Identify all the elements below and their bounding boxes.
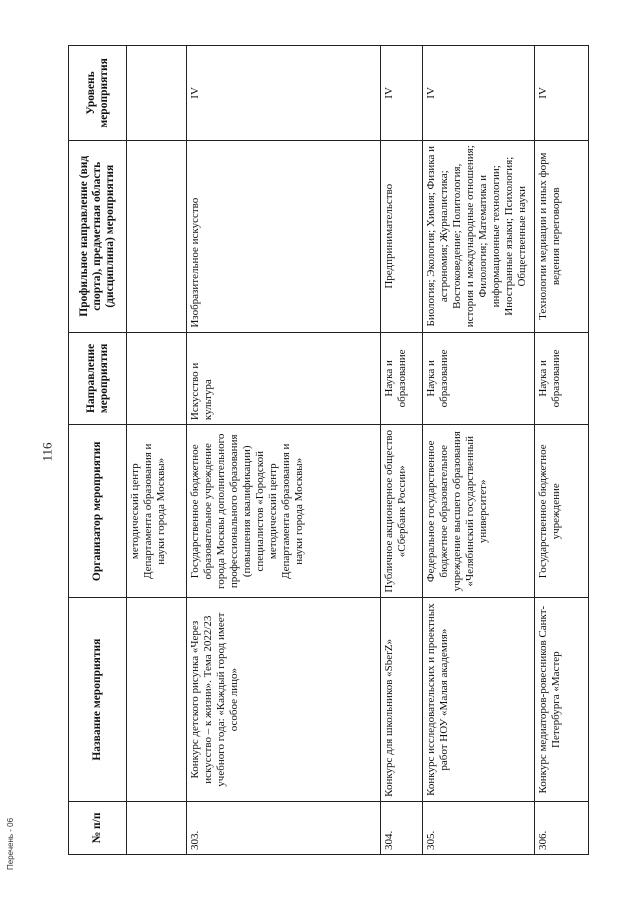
cell-organizer: методический центр Департамента образования и науки города Москвы» — [127, 425, 187, 598]
header-name: Название мероприятия — [69, 598, 127, 801]
cell-name: Конкурс медиаторов-ровесников Санкт-Петербурга «Мастер — [535, 598, 589, 801]
cell-direction: Искусство и культура — [187, 332, 381, 424]
header-organizer: Организатор мероприятия — [69, 425, 127, 598]
table-row — [381, 46, 423, 855]
rotated-table-container — [68, 45, 588, 855]
cell-direction: Наука и образование — [381, 332, 423, 424]
cell-organizer: Государственное бюджетное образовательное учреждение города Москвы дополнительного профессионального образования (повышения квалификации) специалистов «Городской методический центр Департамента образования и науки города Москвы» — [187, 425, 381, 598]
header-num: № п/п — [69, 801, 127, 854]
cell-name: Конкурс детского рисунка «Через искусство – к жизни». Тема 2022/23 учебного года: «Каждый город имеет особое лицо» — [187, 598, 381, 801]
cell-profile: Биология; Экология; Химия; Физика и астрономия; Журналистика; Востоковедение; Политология, история и международные отношения; Филология; Математика и информационные технологии; Иностранные языки; Психология; Общественные науки — [423, 140, 535, 332]
cell-level: IV — [423, 46, 535, 141]
cell-organizer: Федеральное государственное бюджетное образовательное учреждение высшего образования «Челябинский государственный университет» — [423, 425, 535, 598]
page-number: 116 — [39, 442, 55, 462]
header-profile: Профильное направление (вид спорта), предметная область (дисциплина) мероприятия — [69, 140, 127, 332]
table-row — [423, 46, 535, 855]
cell-organizer: Публичное акционерное общество «Сбербанк России» — [381, 425, 423, 598]
table-header-row — [69, 46, 127, 855]
cell-level: IV — [381, 46, 423, 141]
table-row — [187, 46, 381, 855]
table-row — [535, 46, 589, 855]
footer-label: Перечень - 06 — [6, 817, 15, 870]
cell-num: 306. — [535, 801, 589, 854]
cell-profile: Предпринимательство — [381, 140, 423, 332]
header-direction: Направление мероприятия — [69, 332, 127, 424]
cell-num: 303. — [187, 801, 381, 854]
cell-organizer: Государственное бюджетное учреждение — [535, 425, 589, 598]
cell-level: IV — [187, 46, 381, 141]
cell-name: Конкурс исследовательских и проектных работ НОУ «Малая академия» — [423, 598, 535, 801]
cell-num: 304. — [381, 801, 423, 854]
cell-profile: Изобразительное искусство — [187, 140, 381, 332]
cell-level: IV — [535, 46, 589, 141]
table-row-continuation — [127, 46, 187, 855]
cell-direction: Наука и образование — [535, 332, 589, 424]
events-table — [68, 45, 589, 855]
cell-num: 305. — [423, 801, 535, 854]
header-level: Уровень мероприятия — [69, 46, 127, 141]
cell-direction: Наука и образование — [423, 332, 535, 424]
cell-name: Конкурс для школьников «SberZ» — [381, 598, 423, 801]
cell-profile: Технологии медиации и иных форм ведения переговоров — [535, 140, 589, 332]
